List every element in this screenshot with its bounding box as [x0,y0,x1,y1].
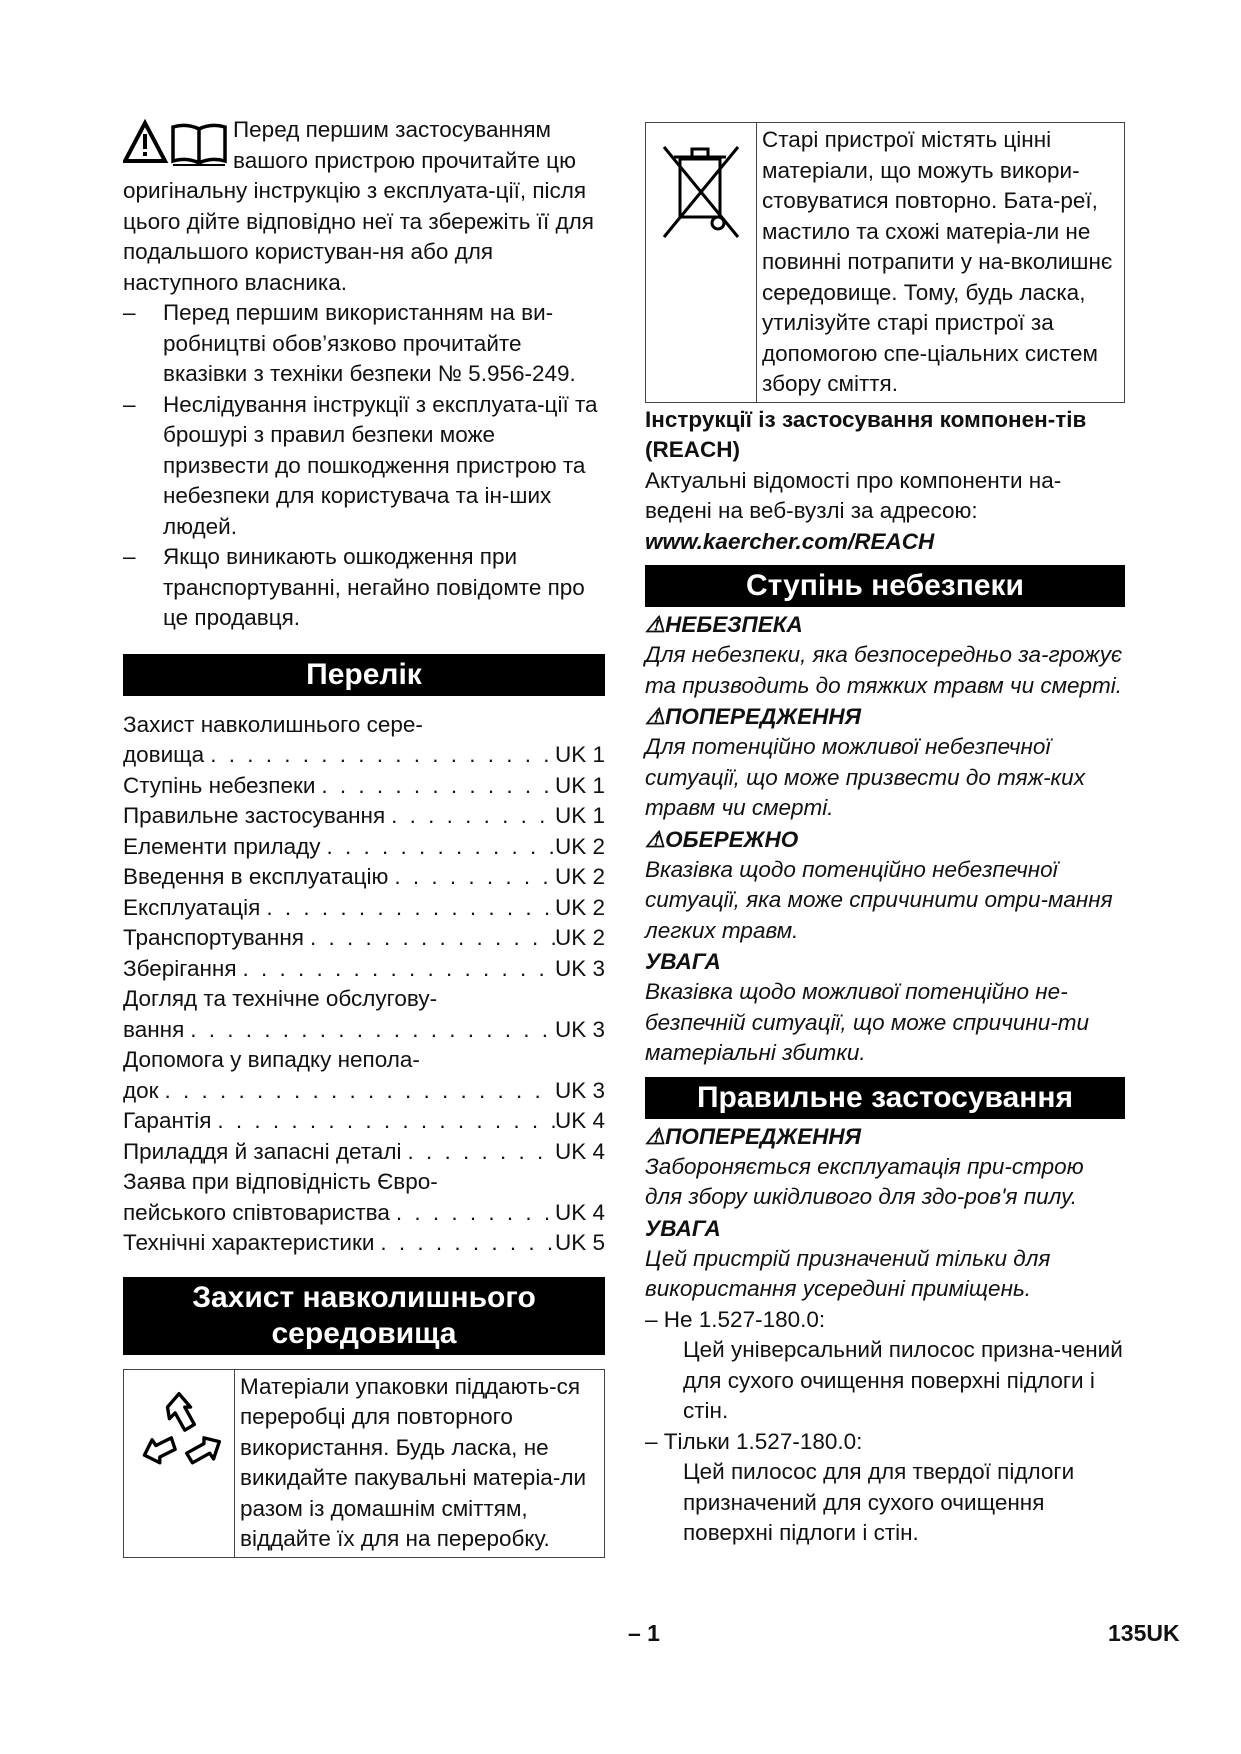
toc-item-label: Гарантія [123,1108,212,1133]
toc-heading: Перелік [123,654,605,696]
right-column [645,122,1125,1549]
toc-leader-dots [315,771,555,802]
toc-leader-dots [401,1137,555,1168]
left-column [123,115,605,1558]
toc-item-label: вання [123,1016,185,1042]
toc-item-page: UK 4 [554,1138,605,1164]
warning-manual-icon [123,117,233,173]
hazard-text: Для потенційно можливої небезпечної ситуації, що може призвести до тяж-ких травм чи смерті. [645,734,1085,820]
toc-item[interactable] [123,954,605,985]
toc-item-prefix: Заява при відповідність Євро- [123,1169,438,1194]
toc-item-label: Введення в експлуатацію [123,864,389,889]
hazard-title: ⚠НЕБЕЗПЕКА [645,612,803,637]
table-of-contents [123,710,605,1259]
toc-item-page: UK 2 [554,925,605,950]
toc-item-label: довища [123,742,205,767]
toc-leader-dots [159,1076,555,1107]
recycle-text: Матеріали упаковки піддають-ся переробці для повторного використання. Будь ласка, не викидайте пакувальні матеріа-ли разом із домашнім сміттям, віддайте їх для на переробку. [240,1373,587,1551]
toc-leader-dots [390,1198,555,1229]
toc-item[interactable] [123,923,605,954]
weee-box [645,122,1125,403]
env-heading: Захист навколишнього середовища [123,1277,605,1355]
toc-item[interactable] [123,832,605,863]
toc-item[interactable] [123,1015,605,1046]
toc-item[interactable] [123,771,605,802]
toc-item[interactable] [123,801,605,832]
safety-list [123,298,605,634]
toc-leader-dots [184,1015,555,1046]
toc-item[interactable] [123,1198,605,1229]
toc-item[interactable] [123,1228,605,1259]
toc-leader-dots [388,862,555,893]
toc-item-label: Елементи приладу [123,833,321,859]
toc-leader-dots [374,1228,555,1259]
toc-item-page: UK 1 [554,742,605,767]
toc-item[interactable] [123,740,605,771]
reach-title: Інструкції із застосування компонен-тів (REACH) [645,406,1087,462]
toc-item-label: Зберігання [123,955,237,981]
toc-leader-dots [204,740,555,771]
recycle-icon [131,1386,227,1482]
toc-item-page: UK 3 [554,1016,605,1042]
reach-link[interactable]: www.kaercher.com/REACH [645,528,935,554]
hazard-title: ⚠ПОПЕРЕДЖЕННЯ [645,704,862,729]
toc-item-page: UK 3 [554,1077,605,1103]
toc-item-label: Технічні характеристики [123,1230,375,1255]
list-item: – Якщо виникають ошкодження при транспортуванні, негайно повідомте про це продавця. [123,544,585,630]
list-item: – Перед першим використанням на ви-робництві обов’язково прочитайте вказівки з техніки безпеки № 5.956-249. [123,300,576,386]
toc-item-label: пейського співтовариства [123,1199,390,1225]
toc-item-page: UK 2 [554,864,605,889]
use-warning-title: ⚠ПОПЕРЕДЖЕННЯ [645,1123,862,1149]
variant-2-text: Цей пилосос для для твердої підлоги призначений для сухого очищення поверхні підлоги і стін. [683,1459,1075,1545]
toc-item[interactable] [123,862,605,893]
hazard-list [645,609,1125,1069]
toc-item[interactable] [123,1076,605,1107]
toc-leader-dots [260,893,555,924]
page-number: – 1 [628,1620,660,1646]
recycle-box [123,1369,605,1558]
doc-code: 135UK [1108,1620,1180,1646]
toc-leader-dots [320,832,555,863]
intro-block [123,115,605,298]
toc-item-page: UK 4 [554,1199,605,1225]
toc-item-label: Правильне застосування [123,803,386,828]
use-note-text: Цей пристрій призначений тільки для використання усередині приміщень. [645,1245,1051,1301]
toc-item-page: UK 4 [554,1108,605,1133]
variant-1-text: Цей універсальний пилосос призна-чений для сухого очищення поверхні підлоги і стін. [683,1337,1123,1423]
variant-1-label: – Не 1.527-180.0: [645,1306,826,1332]
list-item: – Неслідування інструкції з експлуата-ції та брошурі з правил безпеки може призвести до пошкодження пристрою та небезпеки для користувача та ін-ших людей. [123,391,598,539]
toc-item[interactable] [123,893,605,924]
toc-item-label: Транспортування [123,925,304,950]
toc-item-label: Експлуатація [123,894,261,920]
hazard-title: ⚠ОБЕРЕЖНО [645,826,799,852]
toc-item-page: UK 1 [554,803,605,828]
toc-item-prefix: Захист навколишнього сере- [123,711,423,737]
toc-item[interactable] [123,1106,605,1137]
toc-leader-dots [211,1106,555,1137]
use-heading: Правильне застосування [645,1077,1125,1119]
intro-paragraph: Перед першим застосуванням вашого пристрою прочитайте цю оригінальну інструкцію з експлуата-ції, після цього дійте відповідно неї та збережіть її для подальшого користуван-ня або для наступного власника. [123,117,594,295]
weee-text: Старі пристрої містять цінні матеріали, що можуть викори-стовуватися повторно. Бата-реї, мастило та схожі матеріа-ли не повинні потрапити у на-вколишнє середовище. Тому, будь ласка, утилізуйте старі пристрої за допомогою спе-ціальних систем збору сміття. [762,127,1113,396]
hazard-title: УВАГА [645,949,721,974]
toc-item-page: UK 2 [554,833,605,859]
reach-text: Актуальні відомості про компоненти на-ведені на веб-вузлі за адресою: [645,467,1062,523]
toc-leader-dots [385,801,555,832]
hazard-text: Вказівка щодо потенційно небезпечної ситуації, яка може спричинити отри-мання легких травм. [645,856,1113,943]
toc-item-label: Ступінь небезпеки [123,772,316,798]
toc-leader-dots [237,954,555,985]
toc-item-page: UK 2 [554,894,605,920]
hazard-text: Для небезпеки, яка безпосередньо за-грожує та призводить до тяжких травм чи смерті. [645,642,1123,698]
hazard-text: Вказівка щодо можливої потенційно не-безпечній ситуації, що може спричини-ти матеріальні збитки. [645,979,1090,1065]
toc-item-prefix: Допомога у випадку непола- [123,1047,420,1072]
toc-item-label: Приладдя й запасні деталі [123,1138,402,1164]
toc-item[interactable] [123,1137,605,1168]
toc-item-page: UK 3 [554,955,605,981]
toc-item-prefix: Догляд та технічне обслугову- [123,986,438,1011]
toc-item-label: док [123,1077,159,1103]
use-note-title: УВАГА [645,1215,721,1241]
variant-2-label: – Тільки 1.527-180.0: [645,1428,863,1454]
toc-item-page: UK 1 [554,772,605,798]
toc-leader-dots [304,923,555,954]
crossed-bin-icon [656,137,746,247]
toc-item-page: UK 5 [554,1230,605,1255]
use-warning-text: Забороняється експлуатація при-строю для збору шкідливого для здо-ров'я пилу. [645,1153,1084,1209]
hazard-heading: Ступінь небезпеки [645,565,1125,607]
